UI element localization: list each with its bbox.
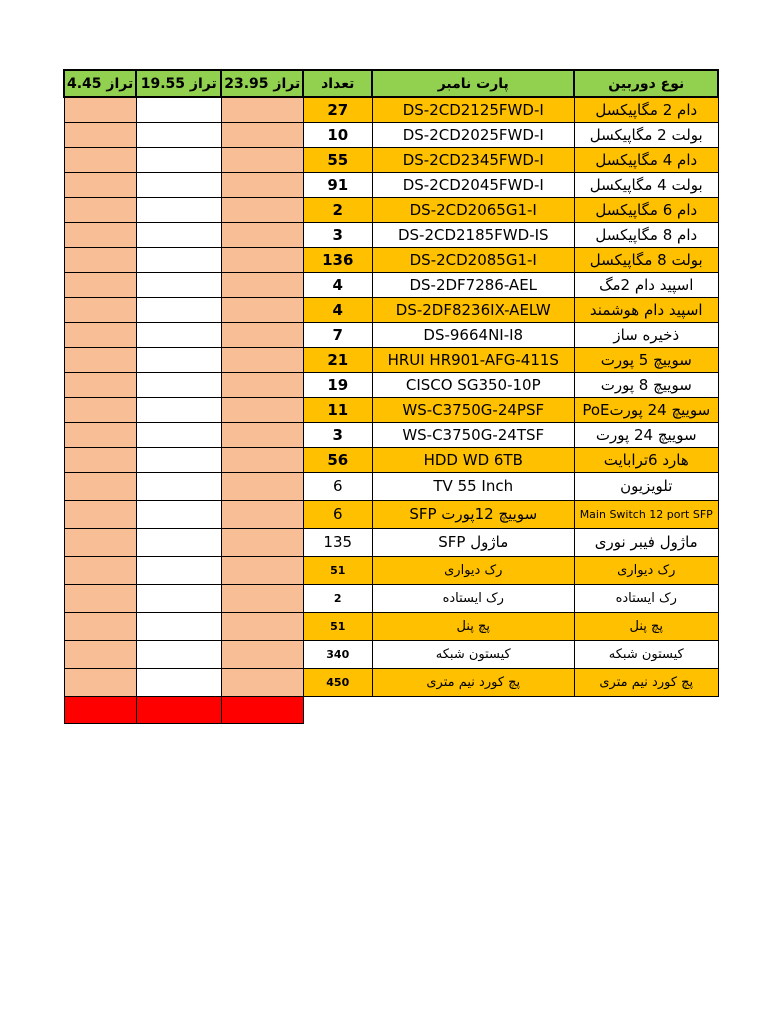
price-2-cell[interactable] <box>136 172 221 197</box>
price-1-cell[interactable] <box>64 528 136 556</box>
qty-cell[interactable]: 51 <box>303 556 372 584</box>
camera-type-cell[interactable]: رک ایستاده <box>574 584 718 612</box>
camera-type-cell[interactable]: دام 4 مگاپیکسل <box>574 147 718 172</box>
qty-cell[interactable]: 10 <box>303 122 372 147</box>
camera-type-cell[interactable]: ماژول فیبر نوری <box>574 528 718 556</box>
camera-type-cell[interactable]: دام 8 مگاپیکسل <box>574 222 718 247</box>
total-price-1-cell[interactable] <box>64 696 136 723</box>
qty-cell[interactable]: 27 <box>303 97 372 122</box>
table-row <box>64 556 718 584</box>
price-2-cell[interactable] <box>136 247 221 272</box>
price-2-cell[interactable] <box>136 472 221 500</box>
part-number-cell[interactable]: TV 55 Inch <box>372 472 574 500</box>
price-1-cell[interactable] <box>64 447 136 472</box>
qty-cell[interactable]: 450 <box>303 668 372 696</box>
table-row <box>64 372 718 397</box>
qty-cell[interactable]: 2 <box>303 584 372 612</box>
price-1-cell[interactable] <box>64 297 136 322</box>
price-1-cell[interactable] <box>64 372 136 397</box>
total-row <box>64 696 718 723</box>
price-1-cell[interactable] <box>64 322 136 347</box>
price-3-cell[interactable] <box>221 97 303 122</box>
price-1-cell[interactable] <box>64 556 136 584</box>
table-row <box>64 122 718 147</box>
camera-type-cell[interactable]: دام 6 مگاپیکسل <box>574 197 718 222</box>
header-qty[interactable]: تعداد <box>303 70 372 97</box>
camera-type-cell[interactable]: بولت 2 مگاپیکسل <box>574 122 718 147</box>
total-blank-cell <box>574 696 718 723</box>
table-row <box>64 247 718 272</box>
camera-type-cell[interactable]: پچ کورد نیم متری <box>574 668 718 696</box>
part-number-cell[interactable]: ماژول SFP <box>372 528 574 556</box>
qty-cell[interactable]: 21 <box>303 347 372 372</box>
price-3-cell[interactable] <box>221 372 303 397</box>
price-3-cell[interactable] <box>221 584 303 612</box>
price-2-cell[interactable] <box>136 322 221 347</box>
camera-type-cell[interactable]: رک دیواری <box>574 556 718 584</box>
table-row <box>64 272 718 297</box>
qty-cell[interactable]: 6 <box>303 472 372 500</box>
table-row <box>64 397 718 422</box>
price-3-cell[interactable] <box>221 422 303 447</box>
part-number-cell[interactable]: DS-2CD2025FWD-I <box>372 122 574 147</box>
price-3-cell[interactable] <box>221 147 303 172</box>
price-1-cell[interactable] <box>64 612 136 640</box>
price-1-cell[interactable] <box>64 122 136 147</box>
table-row <box>64 197 718 222</box>
table-row <box>64 297 718 322</box>
qty-cell[interactable]: 3 <box>303 222 372 247</box>
camera-type-cell[interactable]: دام 2 مگاپیکسل <box>574 97 718 122</box>
qty-cell[interactable]: 55 <box>303 147 372 172</box>
price-1-cell[interactable] <box>64 397 136 422</box>
table-row <box>64 222 718 247</box>
header-price-2[interactable]: تراز 19.55 <box>136 70 221 97</box>
header-part[interactable]: پارت نامبر <box>372 70 574 97</box>
table-row <box>64 640 718 668</box>
price-3-cell[interactable] <box>221 447 303 472</box>
qty-cell[interactable]: 51 <box>303 612 372 640</box>
camera-type-cell[interactable]: اسپید دام 2مگ <box>574 272 718 297</box>
header-type[interactable]: نوع دوربین <box>574 70 718 97</box>
price-2-cell[interactable] <box>136 147 221 172</box>
price-2-cell[interactable] <box>136 584 221 612</box>
part-number-cell[interactable]: DS-2CD2065G1-I <box>372 197 574 222</box>
price-1-cell[interactable] <box>64 640 136 668</box>
part-number-cell[interactable]: WS-C3750G-24PSF <box>372 397 574 422</box>
price-2-cell[interactable] <box>136 197 221 222</box>
part-number-cell[interactable]: DS-2CD2125FWD-I <box>372 97 574 122</box>
price-1-cell[interactable] <box>64 500 136 528</box>
qty-cell[interactable]: 4 <box>303 272 372 297</box>
camera-type-cell[interactable]: سوییچ 5 پورت <box>574 347 718 372</box>
price-1-cell[interactable] <box>64 247 136 272</box>
part-number-cell[interactable]: پچ کورد نیم متری <box>372 668 574 696</box>
table-row <box>64 472 718 500</box>
price-3-cell[interactable] <box>221 297 303 322</box>
header-row <box>64 70 718 97</box>
price-1-cell[interactable] <box>64 347 136 372</box>
qty-cell[interactable]: 4 <box>303 297 372 322</box>
table-row <box>64 97 718 122</box>
header-price-3[interactable]: تراز 23.95 <box>221 70 303 97</box>
qty-cell[interactable]: 56 <box>303 447 372 472</box>
price-2-cell[interactable] <box>136 122 221 147</box>
part-number-cell[interactable]: کیستون شبکه <box>372 640 574 668</box>
camera-type-cell[interactable]: بولت 8 مگاپیکسل <box>574 247 718 272</box>
part-number-cell[interactable]: رک ایستاده <box>372 584 574 612</box>
camera-type-cell[interactable]: هارد 6ترابایت <box>574 447 718 472</box>
price-3-cell[interactable] <box>221 272 303 297</box>
price-3-cell[interactable] <box>221 222 303 247</box>
total-price-2-cell[interactable] <box>136 696 221 723</box>
price-2-cell[interactable] <box>136 222 221 247</box>
price-1-cell[interactable] <box>64 222 136 247</box>
price-1-cell[interactable] <box>64 172 136 197</box>
header-price-1[interactable]: تراز 4.45 <box>64 70 136 97</box>
qty-cell[interactable]: 7 <box>303 322 372 347</box>
camera-type-cell[interactable]: سوییچ 24 پورت <box>574 422 718 447</box>
camera-type-cell[interactable]: Main Switch 12 port SFP <box>574 500 718 528</box>
price-3-cell[interactable] <box>221 640 303 668</box>
price-2-cell[interactable] <box>136 347 221 372</box>
part-number-cell[interactable]: DS-2CD2185FWD-IS <box>372 222 574 247</box>
part-number-cell[interactable]: DS-2CD2045FWD-I <box>372 172 574 197</box>
part-number-cell[interactable]: پچ پنل <box>372 612 574 640</box>
price-3-cell[interactable] <box>221 556 303 584</box>
part-number-cell[interactable]: CISCO SG350-10P <box>372 372 574 397</box>
part-number-cell[interactable]: DS-9664NI-I8 <box>372 322 574 347</box>
table-row <box>64 447 718 472</box>
price-2-cell[interactable] <box>136 272 221 297</box>
qty-cell[interactable]: 19 <box>303 372 372 397</box>
camera-type-cell[interactable]: ذخیره ساز <box>574 322 718 347</box>
price-2-cell[interactable] <box>136 397 221 422</box>
price-2-cell[interactable] <box>136 640 221 668</box>
qty-cell[interactable]: 6 <box>303 500 372 528</box>
price-2-cell[interactable] <box>136 528 221 556</box>
price-3-cell[interactable] <box>221 528 303 556</box>
qty-cell[interactable]: 136 <box>303 247 372 272</box>
price-2-cell[interactable] <box>136 500 221 528</box>
price-1-cell[interactable] <box>64 147 136 172</box>
price-3-cell[interactable] <box>221 122 303 147</box>
price-2-cell[interactable] <box>136 612 221 640</box>
price-2-cell[interactable] <box>136 422 221 447</box>
part-number-cell[interactable]: DS-2CD2345FWD-I <box>372 147 574 172</box>
price-3-cell[interactable] <box>221 247 303 272</box>
price-2-cell[interactable] <box>136 297 221 322</box>
part-number-cell[interactable]: HRUI HR901-AFG-411S <box>372 347 574 372</box>
price-1-cell[interactable] <box>64 422 136 447</box>
qty-cell[interactable]: 3 <box>303 422 372 447</box>
table-row <box>64 668 718 696</box>
price-2-cell[interactable] <box>136 556 221 584</box>
camera-type-cell[interactable]: بولت 4 مگاپیکسل <box>574 172 718 197</box>
part-number-cell[interactable]: DS-2DF7286-AEL <box>372 272 574 297</box>
table-row <box>64 322 718 347</box>
camera-type-cell[interactable]: سوییچ 8 پورت <box>574 372 718 397</box>
table-row <box>64 612 718 640</box>
part-number-cell[interactable]: رک دیواری <box>372 556 574 584</box>
price-3-cell[interactable] <box>221 472 303 500</box>
table-row <box>64 528 718 556</box>
price-1-cell[interactable] <box>64 272 136 297</box>
price-3-cell[interactable] <box>221 397 303 422</box>
part-number-cell[interactable]: WS-C3750G-24TSF <box>372 422 574 447</box>
camera-type-cell[interactable]: کیستون شبکه <box>574 640 718 668</box>
price-3-cell[interactable] <box>221 668 303 696</box>
price-2-cell[interactable] <box>136 447 221 472</box>
table-row <box>64 500 718 528</box>
qty-cell[interactable]: 11 <box>303 397 372 422</box>
table-row <box>64 422 718 447</box>
qty-cell[interactable]: 340 <box>303 640 372 668</box>
camera-type-cell[interactable]: سوییچ 24 پورتPoE <box>574 397 718 422</box>
total-blank-cell <box>372 696 574 723</box>
qty-cell[interactable]: 2 <box>303 197 372 222</box>
table-row <box>64 172 718 197</box>
part-number-cell[interactable]: DS-2DF8236IX-AELW <box>372 297 574 322</box>
qty-cell[interactable]: 91 <box>303 172 372 197</box>
camera-type-cell[interactable]: پچ پنل <box>574 612 718 640</box>
camera-type-cell[interactable]: تلویزیون <box>574 472 718 500</box>
part-number-cell[interactable]: سوییچ 12پورت SFP <box>372 500 574 528</box>
price-table <box>63 69 719 724</box>
part-number-cell[interactable]: DS-2CD2085G1-I <box>372 247 574 272</box>
table-row <box>64 347 718 372</box>
price-1-cell[interactable] <box>64 97 136 122</box>
price-1-cell[interactable] <box>64 668 136 696</box>
price-3-cell[interactable] <box>221 347 303 372</box>
price-1-cell[interactable] <box>64 197 136 222</box>
price-2-cell[interactable] <box>136 668 221 696</box>
price-1-cell[interactable] <box>64 584 136 612</box>
part-number-cell[interactable]: HDD WD 6TB <box>372 447 574 472</box>
price-3-cell[interactable] <box>221 197 303 222</box>
price-3-cell[interactable] <box>221 500 303 528</box>
total-blank-cell <box>303 696 372 723</box>
table-row <box>64 584 718 612</box>
total-price-3-cell[interactable] <box>221 696 303 723</box>
price-2-cell[interactable] <box>136 97 221 122</box>
price-1-cell[interactable] <box>64 472 136 500</box>
price-3-cell[interactable] <box>221 172 303 197</box>
price-3-cell[interactable] <box>221 612 303 640</box>
qty-cell[interactable]: 135 <box>303 528 372 556</box>
table-row <box>64 147 718 172</box>
camera-type-cell[interactable]: اسپید دام هوشمند <box>574 297 718 322</box>
price-2-cell[interactable] <box>136 372 221 397</box>
price-3-cell[interactable] <box>221 322 303 347</box>
